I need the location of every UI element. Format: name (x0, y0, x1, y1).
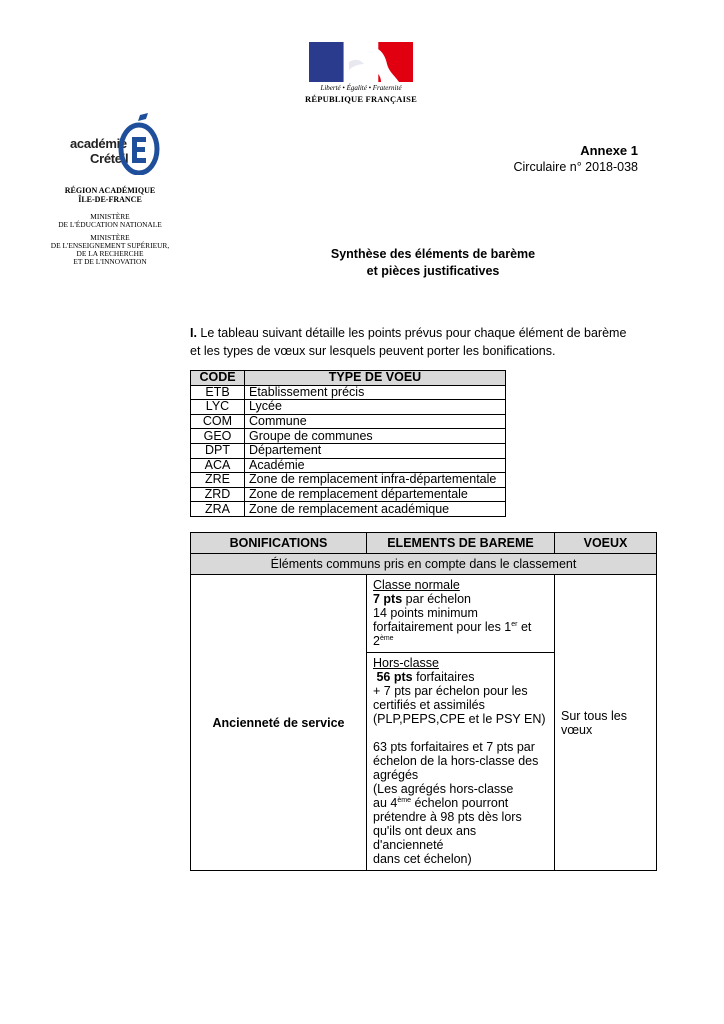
code-cell: LYC (191, 400, 245, 415)
republique-francaise-label: RÉPUBLIQUE FRANÇAISE (305, 94, 417, 104)
table-row (191, 458, 506, 473)
ministere-line: MINISTÈRE (90, 212, 130, 221)
type-cell: Groupe de communes (245, 429, 506, 444)
classe-normale-line: 2ème (373, 634, 394, 648)
marianne-logo (309, 42, 413, 82)
table-row (191, 429, 506, 444)
ministere-line: DE LA RECHERCHE (76, 249, 144, 258)
academie-e-logo (118, 113, 160, 175)
circulaire-label: Circulaire n° 2018-038 (513, 160, 638, 174)
voeu-type-table (190, 370, 506, 517)
code-cell: ZRE (191, 473, 245, 488)
type-cell: Zone de remplacement infra-départementale (245, 473, 506, 488)
hors-classe-line: échelon de la hors-classe des (373, 754, 539, 768)
intro-text: Le tableau suivant détaille les points prévus pour chaque élément de barème (196, 326, 627, 340)
type-cell: Département (245, 443, 506, 458)
hors-classe-line: qu'ils ont deux ans d'ancienneté (373, 824, 477, 852)
region-line-1: RÉGION ACADÉMIQUE (64, 186, 156, 195)
table-row (191, 443, 506, 458)
hors-classe-line: prétendre à 98 pts dès lors (373, 810, 522, 824)
bonification-label: Ancienneté de service (191, 575, 367, 871)
type-cell: Zone de remplacement académique (245, 502, 506, 517)
hors-classe-line: au 4ème échelon pourront (373, 796, 509, 810)
type-cell: Académie (245, 458, 506, 473)
hors-classe-points: 56 pts forfaitaires (376, 670, 475, 684)
ministere-line: ET DE L'INNOVATION (73, 257, 147, 266)
column-header-elements: ELEMENTS DE BAREME (367, 533, 555, 554)
section-label: Éléments communs pris en compte dans le classement (191, 554, 657, 575)
column-header-type: TYPE DE VOEU (245, 371, 506, 386)
table-row (191, 487, 506, 502)
hors-classe-line: certifiés et assimilés (373, 698, 485, 712)
classe-normale-line: 14 points minimum (373, 606, 478, 620)
type-cell: Commune (245, 414, 506, 429)
document-title-line-1: Synthèse des éléments de barème (330, 247, 536, 261)
type-cell: Zone de remplacement départementale (245, 487, 506, 502)
region-line-2: ÎLE-DE-FRANCE (78, 195, 142, 204)
annexe-label: Annexe 1 (580, 143, 638, 158)
ministere-line: DE L'ÉDUCATION NATIONALE (58, 220, 162, 229)
code-cell: ACA (191, 458, 245, 473)
code-cell: GEO (191, 429, 245, 444)
marianne-motto: Liberté • Égalité • Fraternité (320, 84, 402, 92)
hors-classe-line: 63 pts forfaitaires et 7 pts par (373, 740, 535, 754)
hors-classe-line: (PLP,PEPS,CPE et le PSY EN) (373, 712, 546, 726)
section-number: I. (190, 326, 197, 340)
intro-line-1 (190, 326, 626, 340)
code-cell: COM (191, 414, 245, 429)
code-cell: DPT (191, 443, 245, 458)
ministere-line: DE L'ENSEIGNEMENT SUPÉRIEUR, (50, 241, 170, 250)
code-cell: ETB (191, 385, 245, 400)
classe-normale-line: forfaitairement pour les 1er et (373, 620, 532, 634)
bonifications-table (190, 532, 657, 871)
creteil-word: Créteil (90, 151, 129, 166)
academie-word: académie (70, 136, 127, 151)
table-row (191, 400, 506, 415)
bareme-cell (367, 575, 555, 871)
hors-classe-line: agrégés (373, 768, 419, 782)
type-cell: Etablissement précis (245, 385, 506, 400)
code-cell: ZRD (191, 487, 245, 502)
column-header-code: CODE (191, 371, 245, 386)
hors-classe-line: + 7 pts par échelon pour les (373, 684, 528, 698)
table-header-row (191, 533, 657, 554)
column-header-bonifications: BONIFICATIONS (191, 533, 367, 554)
table-row (191, 385, 506, 400)
section-row (191, 554, 657, 575)
table-header-row (191, 371, 506, 386)
hors-classe-title: Hors-classe (373, 656, 439, 670)
classe-normale-points: 7 pts par échelon (373, 592, 471, 606)
ministere-line: MINISTÈRE (90, 233, 130, 242)
hors-classe-line: dans cet échelon) (373, 852, 472, 866)
table-row (191, 575, 657, 871)
hors-classe-line: (Les agrégés hors-classe (373, 782, 514, 796)
column-header-voeux: VOEUX (555, 533, 657, 554)
classe-normale-block (367, 575, 554, 652)
code-cell: ZRA (191, 502, 245, 517)
table-row (191, 502, 506, 517)
hors-classe-block (367, 652, 554, 870)
table-row (191, 473, 506, 488)
classe-normale-title: Classe normale (373, 578, 460, 592)
table-row (191, 414, 506, 429)
voeux-value: Sur tous les vœux (555, 575, 657, 871)
type-cell: Lycée (245, 400, 506, 415)
document-title-line-2: et pièces justificatives (366, 264, 500, 278)
intro-line-2: et les types de vœux sur lesquels peuvent porter les bonifications. (190, 344, 556, 358)
